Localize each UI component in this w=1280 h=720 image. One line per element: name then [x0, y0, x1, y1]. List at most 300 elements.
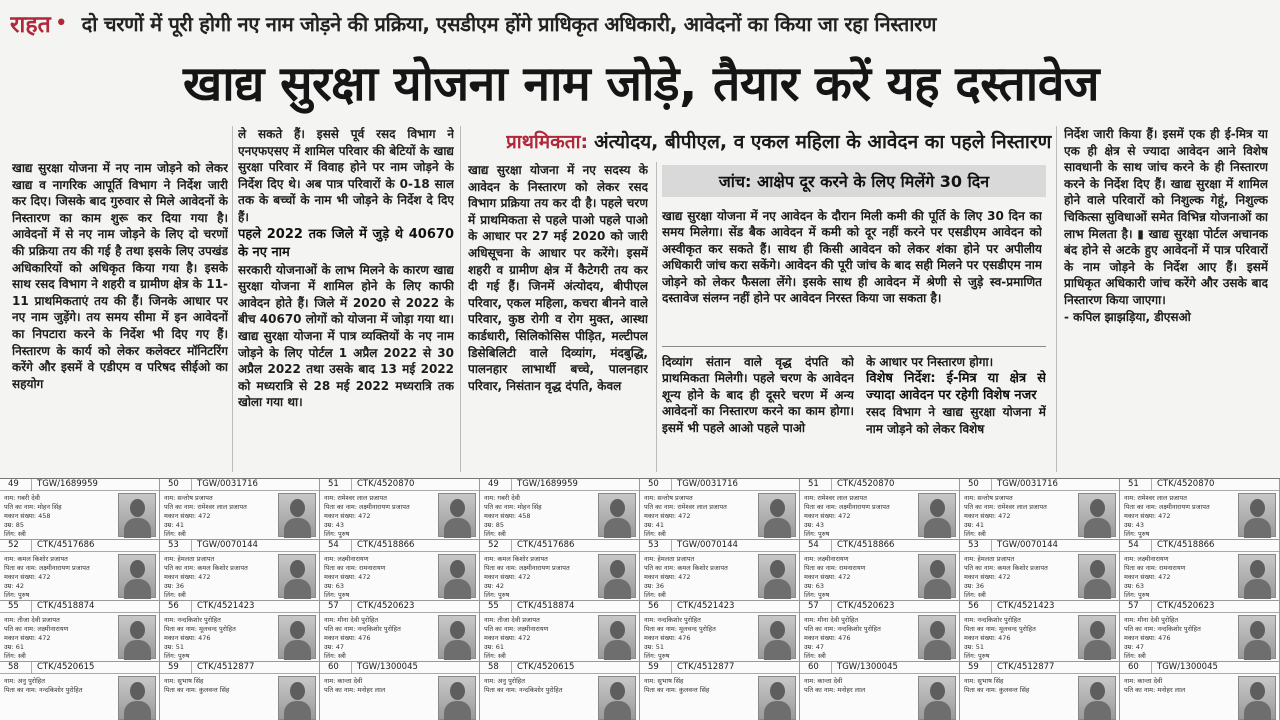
voter-serial-number: 51 [320, 479, 352, 490]
voter-house: मकान संख्या: 472 [4, 634, 51, 642]
voter-house: मकान संख्या: 476 [324, 634, 371, 642]
voter-card [0, 540, 160, 601]
voter-relation: पति का नाम: मनोहर लाल [804, 686, 866, 694]
voter-photo [1238, 615, 1276, 659]
voter-card-header [960, 540, 1119, 552]
voter-card-header [960, 662, 1119, 674]
voter-gender: लिंग: पुरुष [164, 652, 190, 660]
voter-photo [278, 554, 316, 598]
voter-card [320, 540, 480, 601]
article-column-2 [238, 126, 454, 472]
voter-details [484, 494, 596, 539]
voter-details [804, 616, 916, 661]
voter-photo [438, 554, 476, 598]
voter-photo [1078, 554, 1116, 598]
mid-right-para-1: के आधार पर निस्तारण होगा। [866, 355, 994, 369]
voter-photo [758, 615, 796, 659]
voter-photo [278, 615, 316, 659]
voter-card [640, 601, 800, 662]
voter-name: नाम: सन्तोष प्रजापत [644, 494, 693, 502]
voter-card [320, 662, 480, 720]
voter-serial-number: 55 [480, 601, 512, 612]
voter-card [640, 479, 800, 540]
mid-right-para-2: रसद विभाग ने खाद्य सुरक्षा योजना में नाम जोड़ने को लेकर विशेष [866, 405, 1046, 436]
voter-serial-number: 52 [480, 540, 512, 551]
voter-epic-id: TGW/0031716 [677, 479, 738, 489]
voter-epic-id: CTK/4518874 [37, 601, 95, 611]
voter-relation: पिता का नाम: नन्दकिशोर पुरोहित [484, 686, 563, 694]
voter-relation: पति का नाम: रामेश्वर लाल प्रजापत [964, 503, 1047, 511]
kicker-subhead: दो चरणों में पूरी होगी नए नाम जोड़ने की प्रक्रिया, एसडीएम होंगे प्राधिकृत अधिकारी, आवेदनों का किया जा रहा निस्तारण [81, 11, 937, 36]
voter-epic-id: TGW/0070144 [997, 540, 1058, 550]
voter-card-header [1120, 479, 1279, 491]
voter-serial-number: 58 [480, 662, 512, 673]
section-divider [662, 346, 1046, 347]
voter-relation: पिता का नाम: लक्ष्मीनारायण प्रजापत [324, 503, 410, 511]
voter-age: उम्र: 41 [164, 521, 184, 529]
voter-photo [1078, 493, 1116, 537]
voter-relation: पति का नाम: नन्दकिशोर पुरोहित [1124, 625, 1201, 633]
mid-right-column [866, 354, 1046, 474]
voter-photo [438, 676, 476, 720]
kicker-line [10, 6, 1272, 40]
voter-details [644, 616, 756, 661]
voter-card-header [800, 601, 959, 613]
voter-photo [1238, 676, 1276, 720]
voter-serial-number: 56 [160, 601, 192, 612]
voter-photo [118, 493, 156, 537]
voter-house: मकान संख्या: 472 [804, 512, 851, 520]
voter-card-header [0, 540, 159, 552]
voter-epic-id: CTK/4520623 [837, 601, 895, 611]
voter-name: नाम: लक्ष्मीनारायण [804, 555, 849, 563]
voter-epic-id: CTK/4520870 [1157, 479, 1215, 489]
voter-name: नाम: रामेश्वर लाल प्रजापत [1124, 494, 1187, 502]
voter-photo [278, 493, 316, 537]
voter-house: मकान संख्या: 476 [1124, 634, 1171, 642]
voter-epic-id: CTK/4520615 [517, 662, 575, 672]
voter-details [964, 555, 1076, 600]
voter-details [964, 616, 1076, 661]
voter-details [644, 677, 756, 695]
voter-age: उम्र: 63 [324, 582, 344, 590]
voter-details [644, 494, 756, 539]
voter-card-header [160, 479, 319, 491]
voter-card [160, 662, 320, 720]
voter-name: नाम: नन्दकिशोर पुरोहित [164, 616, 221, 624]
voter-card [160, 540, 320, 601]
voter-card [480, 662, 640, 720]
voter-age: उम्र: 42 [484, 582, 504, 590]
voter-details [4, 616, 116, 661]
voter-card [1120, 540, 1280, 601]
voter-details [964, 494, 1076, 539]
voter-gender: लिंग: स्त्री [964, 530, 986, 538]
voter-gender: लिंग: पुरुष [4, 591, 30, 599]
voter-age: उम्र: 41 [964, 521, 984, 529]
voter-serial-number: 50 [160, 479, 192, 490]
voter-serial-number: 53 [640, 540, 672, 551]
voter-details [164, 616, 276, 661]
voter-name: नाम: कमल किशोर प्रजापत [484, 555, 548, 563]
voter-card-header [320, 540, 479, 552]
voter-name: नाम: लक्ष्मीनारायण [324, 555, 369, 563]
voter-epic-id: CTK/4518866 [1157, 540, 1215, 550]
voter-card [1120, 479, 1280, 540]
voter-photo [918, 676, 956, 720]
voter-name: नाम: गबरी देवी [4, 494, 40, 502]
voter-card-header [160, 601, 319, 613]
voter-details [804, 494, 916, 539]
voter-gender: लिंग: पुरुष [804, 530, 830, 538]
voter-card-header [960, 479, 1119, 491]
special-instructions-heading: विशेष निर्देश: ई-मित्र या क्षेत्र से ज्यादा आवेदन पर रहेगी विशेष नजर [866, 371, 1046, 404]
column-3-text: खाद्य सुरक्षा योजना में नए सदस्य के आवेदन के निस्तारण को लेकर रसद विभाग प्रक्रिया तय कर दी है। पहले चरण में प्राथमिकता से पहले पाओ पहले पाओ के आधार पर 27 मई 2020 को जारी अधिसूचना के आधार पर करेंगे। इसमें शहरी व ग्रामीण क्षेत्र में कैटेगरी तय कर दी गई हैं। जिनमें अंत्योदय, बीपीएल परिवार, एकल महिला, कचरा बीनने वाले परिवार, कुष्ठ रोगी व रोग मुक्त, आस्था कार्डधारी, सिलिकोसिस पीड़ित, मल्टीपल डिसेबिलिटी वाले दिव्यांग, मंदबुद्धि, पालनहार लाभार्थी बच्चे, पालनहार परिवार, निसंतान वृद्ध दंपति, केवल [468, 163, 648, 393]
voter-epic-id: TGW/1300045 [837, 662, 898, 672]
voter-details [1124, 494, 1236, 539]
voter-card [480, 601, 640, 662]
voter-details [804, 677, 916, 695]
jaanch-heading-box: जांच: आक्षेप दूर करने के लिए मिलेंगे 30 दिन [662, 165, 1046, 197]
voter-gender: लिंग: पुरुष [804, 591, 830, 599]
voter-card-header [480, 540, 639, 552]
voter-age: उम्र: 47 [804, 643, 824, 651]
voter-relation: पिता का नाम: लक्ष्मीनारायण प्रजापत [1124, 503, 1210, 511]
voter-card [640, 662, 800, 720]
voter-relation: पिता का नाम: कुलवन्त सिंह [964, 686, 1030, 694]
voter-photo [1078, 615, 1116, 659]
voter-name: नाम: नन्दकिशोर पुरोहित [644, 616, 701, 624]
voter-epic-id: CTK/4520623 [1157, 601, 1215, 611]
voter-gender: लिंग: स्त्री [644, 530, 666, 538]
voter-house: मकान संख्या: 472 [1124, 512, 1171, 520]
voter-serial-number: 60 [1120, 662, 1152, 673]
voter-age: उम्र: 43 [804, 521, 824, 529]
voter-serial-number: 60 [800, 662, 832, 673]
voter-serial-number: 57 [800, 601, 832, 612]
voter-epic-id: CTK/4517686 [517, 540, 575, 550]
voter-name: नाम: हेमलता प्रजापत [964, 555, 1015, 563]
voter-gender: लिंग: स्त्री [164, 591, 186, 599]
voter-house: मकान संख्या: 472 [324, 512, 371, 520]
voter-serial-number: 49 [480, 479, 512, 490]
voter-gender: लिंग: स्त्री [484, 530, 506, 538]
voter-serial-number: 49 [0, 479, 32, 490]
voter-age: उम्र: 63 [1124, 582, 1144, 590]
voter-name: नाम: सुभाष सिंह [644, 677, 684, 685]
voter-name: नाम: गबरी देवी [484, 494, 520, 502]
voter-card-header [800, 479, 959, 491]
voter-serial-number: 59 [960, 662, 992, 673]
voter-details [1124, 677, 1236, 695]
voter-age: उम्र: 51 [164, 643, 184, 651]
voter-age: उम्र: 51 [964, 643, 984, 651]
jaanch-paragraph: खाद्य सुरक्षा योजना में नए आवेदन के दौरान मिली कमी की पूर्ति के लिए 30 दिन का समय मिलेगा। सेंड बैक आवेदन में कमी को दूर नहीं करने पर एसडीएम आवेदन को अस्वीकृत कर सकते हैं। साथ ही किसी आवेदन को लेकर शंका होने पर अपीलीय अधिकारी जांच करा सकेंगे। आवेदन की पूरी जांच के बाद सही मिलने पर एसडीएम नाम जोड़ने को लेकर फैसला लेंगे। इसके साथ ही आवेदन में श्रेणी से जुड़े स्व-प्रमाणित दस्तावेज संलग्न नहीं होने पर आवेदन निरस्त किया जा सकता है। [662, 209, 1042, 306]
voter-house: मकान संख्या: 472 [324, 573, 371, 581]
voter-epic-id: CTK/4520623 [357, 601, 415, 611]
voter-photo [758, 676, 796, 720]
voter-epic-id: CTK/4518874 [517, 601, 575, 611]
voter-photo [918, 554, 956, 598]
voter-name: नाम: रामेश्वर लाल प्रजापत [324, 494, 387, 502]
voter-relation: पिता का नाम: लक्ष्मीनारायण प्रजापत [484, 564, 570, 572]
voter-relation: पिता का नाम: लक्ष्मीनारायण प्रजापत [804, 503, 890, 511]
voter-relation: पिता का नाम: मूलचन्द पुरोहित [164, 625, 236, 633]
voter-gender: लिंग: पुरुष [1124, 591, 1150, 599]
voter-card-header [0, 662, 159, 674]
voter-relation: पिता का नाम: लक्ष्मीनारायण प्रजापत [4, 564, 90, 572]
voter-epic-id: CTK/4518866 [357, 540, 415, 550]
voter-relation: पति का नाम: लक्ष्मीनारायण [484, 625, 549, 633]
voter-name: नाम: कान्ता देवी [804, 677, 843, 685]
voter-relation: पिता का नाम: कुलवन्त सिंह [644, 686, 710, 694]
voter-relation: पति का नाम: कमल किशोर प्रजापत [964, 564, 1048, 572]
voter-relation: पति का नाम: कमल किशोर प्रजापत [644, 564, 728, 572]
voter-relation: पति का नाम: मोहन सिंह [4, 503, 62, 511]
voter-name: नाम: सन्तोष प्रजापत [964, 494, 1013, 502]
voter-serial-number: 52 [0, 540, 32, 551]
voter-relation: पिता का नाम: रामनारायण [324, 564, 386, 572]
voter-card [480, 540, 640, 601]
voter-name: नाम: कान्ता देवी [324, 677, 363, 685]
voter-epic-id: CTK/4512877 [197, 662, 255, 672]
page-headline: खाद्य सुरक्षा योजना नाम जोड़े, तैयार करें यह दस्तावेज [182, 55, 1100, 112]
voter-card [0, 662, 160, 720]
voter-serial-number: 60 [320, 662, 352, 673]
voter-house: मकान संख्या: 476 [164, 634, 211, 642]
voter-serial-number: 57 [1120, 601, 1152, 612]
voter-gender: लिंग: पुरुष [324, 591, 350, 599]
voter-photo [118, 676, 156, 720]
voter-card [800, 540, 960, 601]
voter-details [484, 677, 596, 695]
priority-label: प्राथमिकता: [506, 131, 589, 153]
voter-card-header [1120, 601, 1279, 613]
voter-details [4, 494, 116, 539]
voter-age: उम्र: 41 [644, 521, 664, 529]
voter-card [1120, 662, 1280, 720]
voter-photo [438, 493, 476, 537]
voter-relation: पिता का नाम: नन्दकिशोर पुरोहित [4, 686, 83, 694]
voter-card-header [160, 540, 319, 552]
voter-name: नाम: लक्ष्मीनारायण [1124, 555, 1169, 563]
voter-card [800, 601, 960, 662]
voter-name: नाम: कमल किशोर प्रजापत [4, 555, 68, 563]
voter-relation: पति का नाम: कमल किशोर प्रजापत [164, 564, 248, 572]
voter-epic-id: TGW/1300045 [1157, 662, 1218, 672]
voter-card-header [0, 479, 159, 491]
voter-relation: पिता का नाम: रामनारायण [804, 564, 866, 572]
voter-house: मकान संख्या: 472 [964, 573, 1011, 581]
voter-card-header [480, 662, 639, 674]
voter-name: नाम: हेमलता प्रजापत [644, 555, 695, 563]
voter-gender: लिंग: स्त्री [804, 652, 826, 660]
voter-name: नाम: सुभाष सिंह [964, 677, 1004, 685]
voter-epic-id: CTK/4520870 [837, 479, 895, 489]
article-column-1 [12, 160, 228, 472]
voter-serial-number: 51 [800, 479, 832, 490]
voter-age: उम्र: 36 [964, 582, 984, 590]
voter-photo [598, 615, 636, 659]
voter-serial-number: 55 [0, 601, 32, 612]
voter-house: मकान संख्या: 472 [164, 573, 211, 581]
voter-gender: लिंग: पुरुष [1124, 530, 1150, 538]
voter-relation: पिता का नाम: कुलवन्त सिंह [164, 686, 230, 694]
column-rule [232, 126, 233, 472]
voter-epic-id: TGW/1689959 [517, 479, 578, 489]
priority-text: अंत्योदय, बीपीएल, व एकल महिला के आवेदन का पहले निस्तारण [594, 131, 1052, 153]
voter-epic-id: TGW/0070144 [197, 540, 258, 550]
voter-photo [598, 493, 636, 537]
column-rule [656, 162, 657, 472]
voter-details [324, 555, 436, 600]
voter-serial-number: 54 [800, 540, 832, 551]
voter-card [320, 601, 480, 662]
article-column-right [1064, 126, 1268, 472]
voter-relation: पति का नाम: नन्दकिशोर पुरोहित [804, 625, 881, 633]
voter-house: मकान संख्या: 472 [484, 634, 531, 642]
mid-left-column: दिव्यांग संतान वाले वृद्ध दंपति को प्राथमिकता मिलेगी। पहले चरण के आवेदन शून्य होने के बाद ही दूसरे चरण में अन्य आवेदनों का निस्तारण करने का काम होगा। इसमें भी पहले आओ पहले पाओ [662, 355, 854, 435]
voter-details [804, 555, 916, 600]
voter-details [1124, 555, 1236, 600]
voter-photo [598, 676, 636, 720]
voter-house: मकान संख्या: 458 [484, 512, 531, 520]
voter-epic-id: CTK/4520615 [37, 662, 95, 672]
voter-house: मकान संख्या: 458 [4, 512, 51, 520]
voter-photo [1238, 554, 1276, 598]
voter-house: मकान संख्या: 472 [644, 573, 691, 581]
voter-epic-id: TGW/0070144 [677, 540, 738, 550]
voter-serial-number: 50 [640, 479, 672, 490]
voter-card [1120, 601, 1280, 662]
voter-relation: पिता का नाम: रामनारायण [1124, 564, 1186, 572]
voter-card [800, 479, 960, 540]
voter-serial-number: 56 [640, 601, 672, 612]
voter-card-header [800, 662, 959, 674]
voter-name: नाम: मीना देवी पुरोहित [1124, 616, 1179, 624]
voter-card-header [320, 662, 479, 674]
voter-card-header [640, 601, 799, 613]
voter-card-header [800, 540, 959, 552]
voter-name: नाम: अनु पुरोहित [4, 677, 45, 685]
voter-epic-id: CTK/4518866 [837, 540, 895, 550]
voter-details [164, 494, 276, 539]
voter-house: मकान संख्या: 472 [1124, 573, 1171, 581]
voter-card [0, 601, 160, 662]
right-column-text: निर्देश जारी किया हैं। इसमें एक ही ई-मित्र या एक ही क्षेत्र से ज्यादा आवेदन आने विशेष सावधानी के साथ जांच करने के ही निस्तारण करने के निर्देश दिए हैं। खाद्य सुरक्षा में शामिल होने वाले परिवारों को निशुल्क गेहूं, निशुल्क चिकित्सा सुविधाओं समेत विभिन्न योजनाओं का लाभ मिलता है। ▮ खाद्य सुरक्षा पोर्टल अचानक बंद होने से अटके हुए आवेदनों में पात्र परिवारों के नाम जोड़ने के निर्देश आए हैं। इसमें प्राधिकृत अधिकारी जांच करेंगे और उसके बाद निस्तारण किया जाएगा। [1064, 127, 1268, 307]
voter-details [324, 677, 436, 695]
voter-gender: लिंग: स्त्री [964, 591, 986, 599]
voter-photo [598, 554, 636, 598]
voter-serial-number: 53 [160, 540, 192, 551]
voter-details [164, 555, 276, 600]
voter-photo [758, 493, 796, 537]
voter-epic-id: TGW/1300045 [357, 662, 418, 672]
voter-age: उम्र: 43 [1124, 521, 1144, 529]
column-2-para-2: सरकारी योजनाओं के लाभ मिलने के कारण खाद्य सुरक्षा योजना में शामिल होने के लिए काफी आवेदन होते हैं। जिले में 2020 से 2022 के बीच 40670 लोगों को योजना में जोड़ा गया था। खाद्य सुरक्षा योजना में पात्र व्यक्तियों के नए नाम जोड़ने के लिए पोर्टल 1 अप्रैल 2022 से 30 अप्रैल 2022 तथा उसके बाद 13 मई 2022 को मध्यरात्रि से 28 मई 2022 मध्यरात्रि तक खोला गया था। [238, 262, 454, 410]
voter-house: मकान संख्या: 472 [164, 512, 211, 520]
voter-card-header [320, 479, 479, 491]
voter-card [160, 601, 320, 662]
voter-relation: पति का नाम: रामेश्वर लाल प्रजापत [644, 503, 727, 511]
voter-name: नाम: रामेश्वर लाल प्रजापत [804, 494, 867, 502]
voter-gender: लिंग: पुरुष [964, 652, 990, 660]
voter-relation: पति का नाम: मनोहर लाल [324, 686, 386, 694]
voter-details [324, 494, 436, 539]
voter-details [164, 677, 276, 695]
voter-epic-id: CTK/4521423 [997, 601, 1055, 611]
voter-card-header [640, 479, 799, 491]
voter-serial-number: 56 [960, 601, 992, 612]
voter-serial-number: 59 [640, 662, 672, 673]
voter-gender: लिंग: पुरुष [324, 530, 350, 538]
voter-relation: पति का नाम: नन्दकिशोर पुरोहित [324, 625, 401, 633]
voter-gender: लिंग: पुरुष [484, 591, 510, 599]
article-column-3 [468, 162, 648, 472]
voter-age: उम्र: 61 [4, 643, 24, 651]
voter-age: उम्र: 85 [484, 521, 504, 529]
voter-list-strip [0, 478, 1280, 720]
voter-name: नाम: तीजा देवी प्रजापत [4, 616, 60, 624]
voter-age: उम्र: 85 [4, 521, 24, 529]
voter-photo [118, 615, 156, 659]
voter-card-header [640, 662, 799, 674]
voter-details [4, 677, 116, 695]
voter-card [960, 601, 1120, 662]
voter-details [484, 616, 596, 661]
voter-card-header [1120, 540, 1279, 552]
voter-age: उम्र: 61 [484, 643, 504, 651]
voter-card [960, 479, 1120, 540]
voter-age: उम्र: 47 [324, 643, 344, 651]
voter-card-header [1120, 662, 1279, 674]
voter-card [480, 479, 640, 540]
voter-photo [278, 676, 316, 720]
voter-photo [918, 493, 956, 537]
voter-photo [1238, 493, 1276, 537]
voter-name: नाम: मीना देवी पुरोहित [324, 616, 379, 624]
voter-name: नाम: सुभाष सिंह [164, 677, 204, 685]
voter-name: नाम: मीना देवी पुरोहित [804, 616, 859, 624]
voter-age: उम्र: 42 [4, 582, 24, 590]
voter-gender: लिंग: स्त्री [164, 530, 186, 538]
voter-epic-id: CTK/4521423 [197, 601, 255, 611]
voter-name: नाम: कान्ता देवी [1124, 677, 1163, 685]
voter-house: मकान संख्या: 472 [804, 573, 851, 581]
voter-serial-number: 51 [1120, 479, 1152, 490]
voter-gender: लिंग: स्त्री [4, 652, 26, 660]
voter-epic-id: CTK/4512877 [997, 662, 1055, 672]
voter-card [160, 479, 320, 540]
voter-epic-id: CTK/4517686 [37, 540, 95, 550]
voter-card [960, 540, 1120, 601]
voter-serial-number: 53 [960, 540, 992, 551]
voter-card-header [320, 601, 479, 613]
voter-relation: पति का नाम: रामेश्वर लाल प्रजापत [164, 503, 247, 511]
voter-age: उम्र: 63 [804, 582, 824, 590]
voter-name: नाम: तीजा देवी प्रजापत [484, 616, 540, 624]
voter-epic-id: CTK/4521423 [677, 601, 735, 611]
voter-age: उम्र: 43 [324, 521, 344, 529]
voter-relation: पिता का नाम: मूलचन्द पुरोहित [964, 625, 1036, 633]
voter-photo [1078, 676, 1116, 720]
voter-epic-id: CTK/4520870 [357, 479, 415, 489]
voter-photo [118, 554, 156, 598]
voter-serial-number: 57 [320, 601, 352, 612]
voter-name: नाम: हेमलता प्रजापत [164, 555, 215, 563]
voter-house: मकान संख्या: 476 [964, 634, 1011, 642]
voter-age: उम्र: 51 [644, 643, 664, 651]
